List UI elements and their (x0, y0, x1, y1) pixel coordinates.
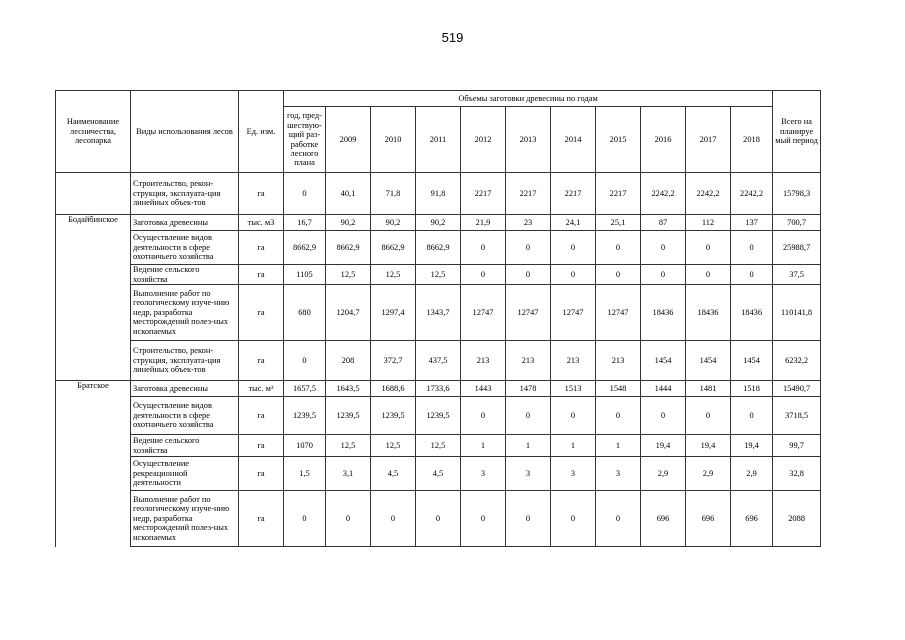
cell-unit: га (239, 457, 284, 491)
cell-value: 4,5 (371, 457, 416, 491)
cell-value: 0 (371, 491, 416, 547)
cell-value: 2242,2 (686, 173, 731, 215)
cell-value: 2217 (551, 173, 596, 215)
cell-unit: га (239, 173, 284, 215)
cell-total: 3718,5 (773, 397, 821, 435)
cell-value: 213 (551, 341, 596, 381)
cell-total: 15490,7 (773, 381, 821, 397)
cell-activity: Выполнение работ по геологическому изуче-нию недр, разработка месторождений полез-ных ископаемых (131, 285, 239, 341)
cell-activity: Осуществление рекреационной деятельности (131, 457, 239, 491)
cell-value: 18436 (686, 285, 731, 341)
cell-org: Бодайбинское (56, 215, 131, 231)
table-row (56, 265, 821, 285)
cell-value: 0 (641, 397, 686, 435)
cell-value: 1070 (284, 435, 326, 457)
cell-value: 12,5 (371, 265, 416, 285)
page-number: 519 (441, 30, 464, 45)
cell-unit: тыс. м³ (239, 381, 284, 397)
cell-org (56, 231, 131, 265)
cell-value: 8662,9 (371, 231, 416, 265)
cell-value: 24,1 (551, 215, 596, 231)
cell-value: 696 (641, 491, 686, 547)
cell-unit: га (239, 435, 284, 457)
header-activity: Виды использования лесов (131, 91, 239, 173)
header-year: 2017 (686, 107, 731, 173)
cell-total: 6232,2 (773, 341, 821, 381)
cell-value: 1513 (551, 381, 596, 397)
cell-value: 12,5 (371, 435, 416, 457)
header-year: 2015 (596, 107, 641, 173)
cell-activity: Осуществление видов деятельности в сфере охотничьего хозяйства (131, 397, 239, 435)
cell-value: 3,1 (326, 457, 371, 491)
table-row (56, 381, 821, 397)
cell-value: 90,2 (371, 215, 416, 231)
cell-org (56, 341, 131, 381)
cell-value: 0 (551, 265, 596, 285)
cell-value: 18436 (641, 285, 686, 341)
cell-value: 0 (461, 491, 506, 547)
cell-value: 1454 (731, 341, 773, 381)
cell-value: 0 (326, 491, 371, 547)
cell-total: 2088 (773, 491, 821, 547)
cell-value: 2217 (461, 173, 506, 215)
cell-value: 2242,2 (641, 173, 686, 215)
cell-total: 99,7 (773, 435, 821, 457)
table-row (56, 341, 821, 381)
cell-value: 0 (731, 265, 773, 285)
cell-value: 1657,5 (284, 381, 326, 397)
cell-value: 0 (596, 265, 641, 285)
cell-org (56, 173, 131, 215)
cell-value: 0 (461, 265, 506, 285)
cell-value: 0 (284, 341, 326, 381)
cell-org (56, 491, 131, 547)
cell-value: 1444 (641, 381, 686, 397)
cell-value: 1343,7 (416, 285, 461, 341)
cell-value: 90,2 (326, 215, 371, 231)
cell-value: 137 (731, 215, 773, 231)
cell-value: 1688,6 (371, 381, 416, 397)
cell-total: 32,8 (773, 457, 821, 491)
cell-value: 1548 (596, 381, 641, 397)
cell-value: 0 (506, 231, 551, 265)
cell-value: 1443 (461, 381, 506, 397)
table-row (56, 231, 821, 265)
cell-value: 696 (731, 491, 773, 547)
cell-org (56, 397, 131, 435)
cell-value: 0 (506, 491, 551, 547)
cell-value: 0 (551, 231, 596, 265)
harvest-volume-table (55, 90, 821, 547)
cell-value: 19,4 (641, 435, 686, 457)
cell-value: 91,8 (416, 173, 461, 215)
cell-value: 437,5 (416, 341, 461, 381)
cell-org: Братское (56, 381, 131, 397)
cell-total: 700,7 (773, 215, 821, 231)
cell-value: 112 (686, 215, 731, 231)
cell-value: 0 (596, 491, 641, 547)
cell-value: 1239,5 (284, 397, 326, 435)
cell-value: 19,4 (731, 435, 773, 457)
cell-value: 0 (641, 265, 686, 285)
cell-value: 1204,7 (326, 285, 371, 341)
cell-value: 21,9 (461, 215, 506, 231)
cell-value: 0 (731, 231, 773, 265)
cell-value: 1 (506, 435, 551, 457)
cell-value: 0 (596, 397, 641, 435)
cell-org (56, 265, 131, 285)
cell-value: 1297,4 (371, 285, 416, 341)
cell-value: 0 (461, 397, 506, 435)
cell-activity: Ведение сельского хозяйства (131, 435, 239, 457)
cell-value: 1733,6 (416, 381, 461, 397)
cell-value: 12747 (461, 285, 506, 341)
cell-value: 2217 (506, 173, 551, 215)
cell-value: 12747 (596, 285, 641, 341)
cell-value: 40,1 (326, 173, 371, 215)
cell-value: 1105 (284, 265, 326, 285)
header-year: 2016 (641, 107, 686, 173)
cell-value: 0 (284, 491, 326, 547)
cell-total: 37,5 (773, 265, 821, 285)
cell-value: 0 (461, 231, 506, 265)
header-year: 2011 (416, 107, 461, 173)
cell-value: 3 (461, 457, 506, 491)
cell-total: 110141,8 (773, 285, 821, 341)
cell-value: 1454 (686, 341, 731, 381)
header-year: 2012 (461, 107, 506, 173)
table-row (56, 173, 821, 215)
header-year: 2009 (326, 107, 371, 173)
cell-value: 3 (551, 457, 596, 491)
cell-value: 1,5 (284, 457, 326, 491)
cell-value: 0 (416, 491, 461, 547)
cell-value: 680 (284, 285, 326, 341)
cell-value: 19,4 (686, 435, 731, 457)
cell-activity: Заготовка древесины (131, 381, 239, 397)
cell-value: 0 (551, 397, 596, 435)
cell-unit: га (239, 265, 284, 285)
cell-value: 0 (641, 231, 686, 265)
cell-value: 25,1 (596, 215, 641, 231)
cell-value: 213 (461, 341, 506, 381)
cell-value: 1239,5 (326, 397, 371, 435)
cell-value: 12747 (506, 285, 551, 341)
cell-activity: Строительство, рекон-струкция, эксплуата-ция линейных объек-тов (131, 173, 239, 215)
cell-value: 0 (686, 397, 731, 435)
cell-total: 15798,3 (773, 173, 821, 215)
header-unit: Ед. изм. (239, 91, 284, 173)
cell-value: 8662,9 (326, 231, 371, 265)
header-year: 2010 (371, 107, 416, 173)
cell-value: 213 (506, 341, 551, 381)
table-row (56, 285, 821, 341)
header-total: Всего на планируе мый период (773, 91, 821, 173)
cell-value: 1481 (686, 381, 731, 397)
cell-activity: Заготовка древесины (131, 215, 239, 231)
cell-value: 0 (506, 265, 551, 285)
cell-value: 213 (596, 341, 641, 381)
cell-value: 1239,5 (416, 397, 461, 435)
cell-value: 208 (326, 341, 371, 381)
cell-value: 16,7 (284, 215, 326, 231)
table-row (56, 491, 821, 547)
cell-unit: тыс. м3 (239, 215, 284, 231)
cell-org (56, 285, 131, 341)
cell-value: 12,5 (416, 435, 461, 457)
table-row (56, 435, 821, 457)
cell-value: 0 (284, 173, 326, 215)
cell-value: 1454 (641, 341, 686, 381)
cell-value: 90,2 (416, 215, 461, 231)
cell-value: 1 (551, 435, 596, 457)
table-header (56, 91, 821, 173)
cell-org (56, 435, 131, 457)
cell-value: 1 (596, 435, 641, 457)
cell-value: 8662,9 (416, 231, 461, 265)
table-row (56, 215, 821, 231)
cell-unit: га (239, 285, 284, 341)
cell-value: 1 (461, 435, 506, 457)
cell-value: 1518 (731, 381, 773, 397)
cell-value: 8662,9 (284, 231, 326, 265)
cell-activity: Строительство, рекон-струкция, эксплуата-ция линейных объек-тов (131, 341, 239, 381)
cell-unit: га (239, 491, 284, 547)
cell-total: 25988,7 (773, 231, 821, 265)
cell-value: 0 (596, 231, 641, 265)
cell-value: 2,9 (641, 457, 686, 491)
cell-value: 12747 (551, 285, 596, 341)
cell-unit: га (239, 397, 284, 435)
header-group-volumes: Объемы заготовки древесины по годам (284, 91, 773, 107)
cell-value: 3 (596, 457, 641, 491)
header-year: 2018 (731, 107, 773, 173)
cell-unit: га (239, 341, 284, 381)
cell-value: 3 (506, 457, 551, 491)
cell-activity: Выполнение работ по геологическому изуче-нию недр, разработка месторождений полез-ных ископаемых (131, 491, 239, 547)
cell-value: 2242,2 (731, 173, 773, 215)
cell-value: 372,7 (371, 341, 416, 381)
header-org: Наименование лесничества, лесопарка (56, 91, 131, 173)
cell-activity: Ведение сельского хозяйства (131, 265, 239, 285)
cell-value: 2,9 (686, 457, 731, 491)
cell-value: 87 (641, 215, 686, 231)
header-year: 2013 (506, 107, 551, 173)
cell-value: 23 (506, 215, 551, 231)
cell-value: 1239,5 (371, 397, 416, 435)
cell-value: 0 (506, 397, 551, 435)
cell-value: 12,5 (416, 265, 461, 285)
cell-value: 18436 (731, 285, 773, 341)
cell-value: 4,5 (416, 457, 461, 491)
cell-org (56, 457, 131, 491)
table-body (56, 173, 821, 547)
cell-value: 12,5 (326, 265, 371, 285)
header-year: 2014 (551, 107, 596, 173)
cell-value: 0 (731, 397, 773, 435)
cell-value: 1478 (506, 381, 551, 397)
cell-value: 2217 (596, 173, 641, 215)
cell-value: 12,5 (326, 435, 371, 457)
cell-value: 0 (551, 491, 596, 547)
cell-value: 2,9 (731, 457, 773, 491)
cell-value: 71,8 (371, 173, 416, 215)
table-row (56, 457, 821, 491)
cell-unit: га (239, 231, 284, 265)
header-prev-year: год, пред-шествую-щий раз-работке лесного плана (284, 107, 326, 173)
cell-value: 696 (686, 491, 731, 547)
cell-value: 0 (686, 231, 731, 265)
cell-activity: Осуществление видов деятельности в сфере охотничьего хозяйства (131, 231, 239, 265)
table-row (56, 397, 821, 435)
cell-value: 1643,5 (326, 381, 371, 397)
cell-value: 0 (686, 265, 731, 285)
